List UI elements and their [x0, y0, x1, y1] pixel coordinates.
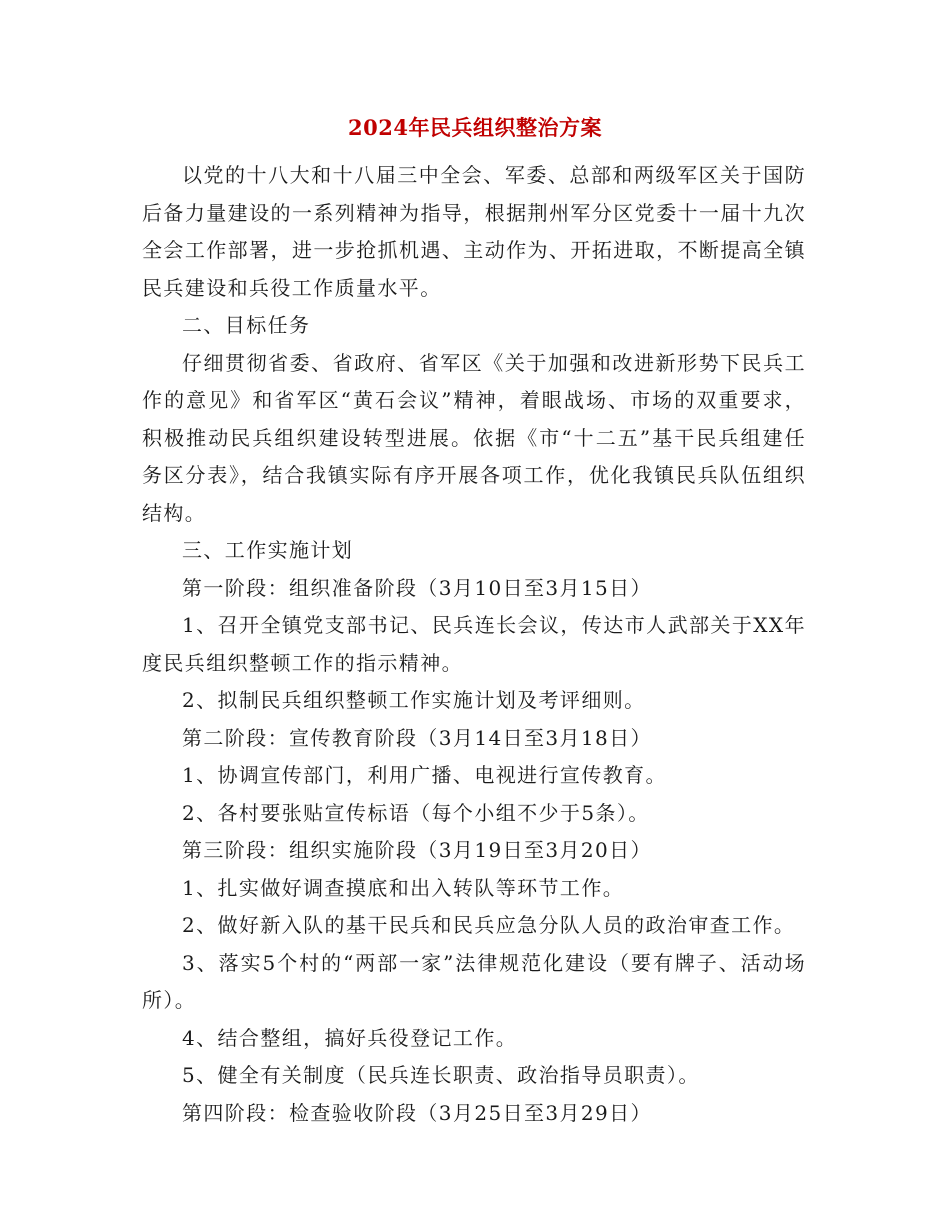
section-heading-goals: 二、目标任务 [182, 313, 311, 337]
paragraph-goals: 仔细贯彻省委、省政府、省军区《关于加强和改进新形势下民兵工作的意见》和省军区“黄石会议”精神，着眼战场、市场的双重要求，积极推动民兵组织建设转型进展。依据《市“十二五”基干民兵组建任务区分表》，结合我镇实际有序开展各项工作，优化我镇民兵队伍组织结构。 [142, 350, 806, 525]
phase-three-item-4: 4、结合整组，搞好兵役登记工作。 [182, 1025, 518, 1050]
phase-four-heading: 第四阶段：检查验收阶段（3月25日至3月29日） [182, 1100, 652, 1125]
phase-one-item-2: 2、拟制民兵组织整顿工作实施计划及考评细则。 [182, 688, 646, 712]
phase-three-item-1: 1、扎实做好调查摸底和出入转队等环节工作。 [182, 875, 625, 900]
phase-two-heading: 第二阶段：宣传教育阶段（3月14日至3月18日） [182, 725, 652, 750]
section-heading-plan: 三、工作实施计划 [182, 538, 354, 562]
phase-three-item-2: 2、做好新入队的基干民兵和民兵应急分队人员的政治审查工作。 [182, 913, 796, 937]
phase-two-item-2: 2、各村要张贴宣传标语（每个小组不少于5条）。 [182, 800, 650, 825]
phase-three-item-3: 3、落实5个村的“两部一家”法律规范化建设（要有牌子、活动场所）。 [142, 950, 806, 1012]
phase-one-item-1: 1、召开全镇党支部书记、民兵连长会议，传达市人武部关于XX年度民兵组织整顿工作的指示精神。 [142, 613, 806, 675]
document-title: 2024年民兵组织整治方案 [348, 115, 602, 140]
phase-three-item-5: 5、健全有关制度（民兵连长职责、政治指导员职责）。 [182, 1063, 700, 1087]
phase-one-heading: 第一阶段：组织准备阶段（3月10日至3月15日） [182, 575, 652, 600]
phase-three-heading: 第三阶段：组织实施阶段（3月19日至3月20日） [182, 838, 652, 862]
phase-two-item-1: 1、协调宣传部门，利用广播、电视进行宣传教育。 [182, 763, 667, 787]
paragraph-intro: 以党的十八大和十八届三中全会、军委、总部和两级军区关于国防后备力量建设的一系列精神为指导，根据荆州军分区党委十一届十九次全会工作部署，进一步抢抓机遇、主动作为、开拓进取，不断提高全镇民兵建设和兵役工作质量水平。 [142, 163, 806, 300]
document-body [142, 157, 806, 1132]
